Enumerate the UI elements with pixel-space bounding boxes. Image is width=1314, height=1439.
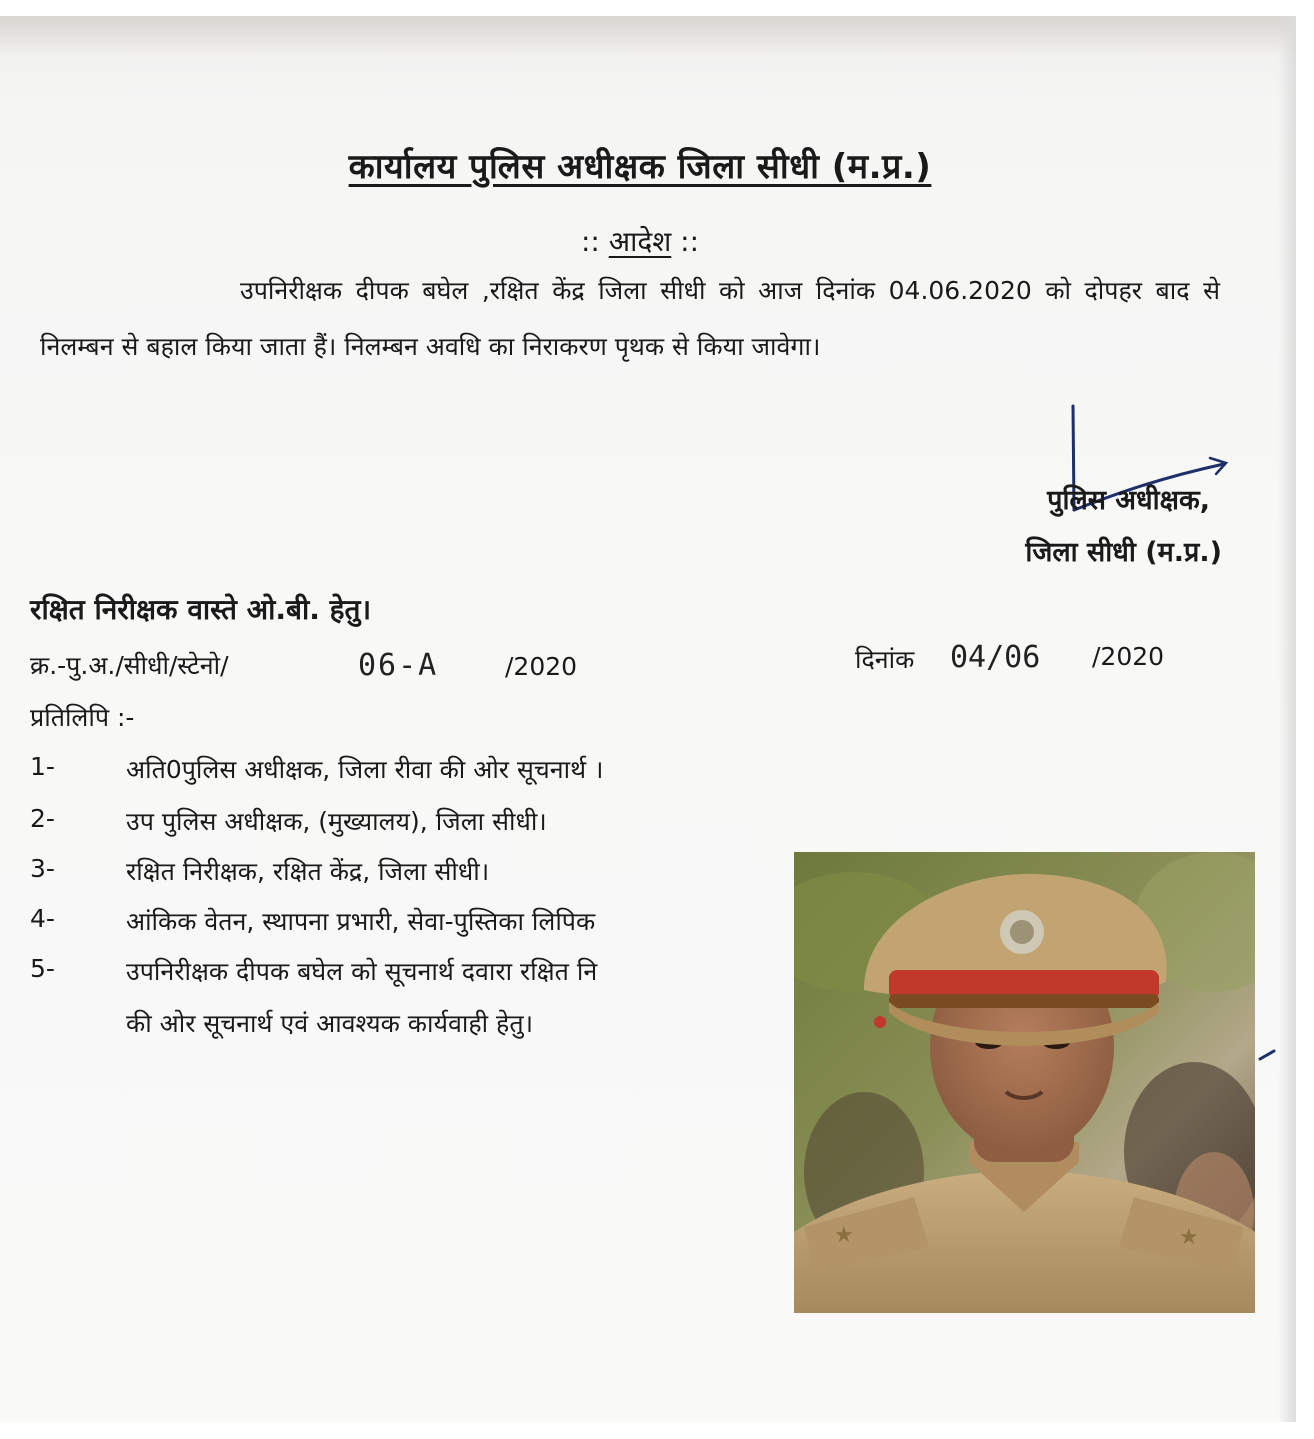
- copy-item-text: अति0पुलिस अधीक्षक, जिला रीवा की ओर सूचनार्थ ।: [126, 755, 604, 784]
- date-value: 04/06: [950, 640, 1041, 675]
- order-body: उपनिरीक्षक दीपक बघेल ,रक्षित केंद्र जिला सीधी को आज दिनांक 04.06.2020 को दोपहर बाद से निलम्बन से बहाल किया जाता हैं। निलम्बन अवधि का निराकरण पृथक से किया जावेगा।: [40, 276, 1220, 361]
- ob-entry-line: रक्षित निरीक्षक वास्ते ओ.बी. हेतु।: [30, 593, 372, 626]
- copy-item-text: उप पुलिस अधीक्षक, (मुख्यालय), जिला सीधी।: [126, 807, 547, 836]
- order-heading-prefix: ::: [580, 225, 609, 258]
- copy-to-label: प्रतिलिपि :-: [30, 703, 135, 732]
- svg-text:★: ★: [1179, 1225, 1199, 1250]
- date-label: दिनांक: [855, 645, 915, 674]
- order-heading: [440, 222, 840, 260]
- order-heading-word: आदेश: [608, 225, 672, 258]
- office-title: कार्यालय पुलिस अधीक्षक जिला सीधी (म.प्र.): [348, 147, 932, 187]
- copy-item-text-continued: की ओर सूचनार्थ एवं आवश्यक कार्यवाही हेतु।: [126, 1009, 534, 1038]
- copy-item-number: 3-: [30, 854, 55, 883]
- signatory-district: जिला सीधी (म.प्र.): [1025, 537, 1222, 568]
- copy-item-number: 2-: [30, 804, 55, 833]
- reference-year: /2020: [505, 652, 578, 681]
- date-year: /2020: [1092, 642, 1165, 671]
- officer-portrait-illustration: [794, 852, 1255, 1313]
- signatory-title: पुलिस अधीक्षक,: [1047, 485, 1210, 516]
- svg-text:★: ★: [834, 1223, 854, 1248]
- copy-item-text: आंकिक वेतन, स्थापना प्रभारी, सेवा-पुस्तिका लिपिक: [126, 907, 596, 936]
- paper-right-edge: [1278, 16, 1296, 1422]
- order-heading-suffix: ::: [671, 225, 700, 258]
- copy-item-number: 4-: [30, 904, 55, 933]
- copy-item-text: उपनिरीक्षक दीपक बघेल को सूचनार्थ दवारा रक्षित नि: [126, 957, 598, 986]
- copy-item-number: 1-: [30, 752, 55, 781]
- copy-item-number: 5-: [30, 954, 55, 983]
- reference-prefix: क्र.-पु.अ./सीधी/स्टेनो/: [30, 651, 229, 680]
- reference-number: 06-A: [358, 648, 439, 683]
- paper-top-shadow: [0, 16, 1296, 56]
- officer-photo: [794, 852, 1255, 1313]
- pen-mark: [1258, 1048, 1278, 1062]
- copy-item-text: रक्षित निरीक्षक, रक्षित केंद्र, जिला सीधी।: [126, 857, 490, 886]
